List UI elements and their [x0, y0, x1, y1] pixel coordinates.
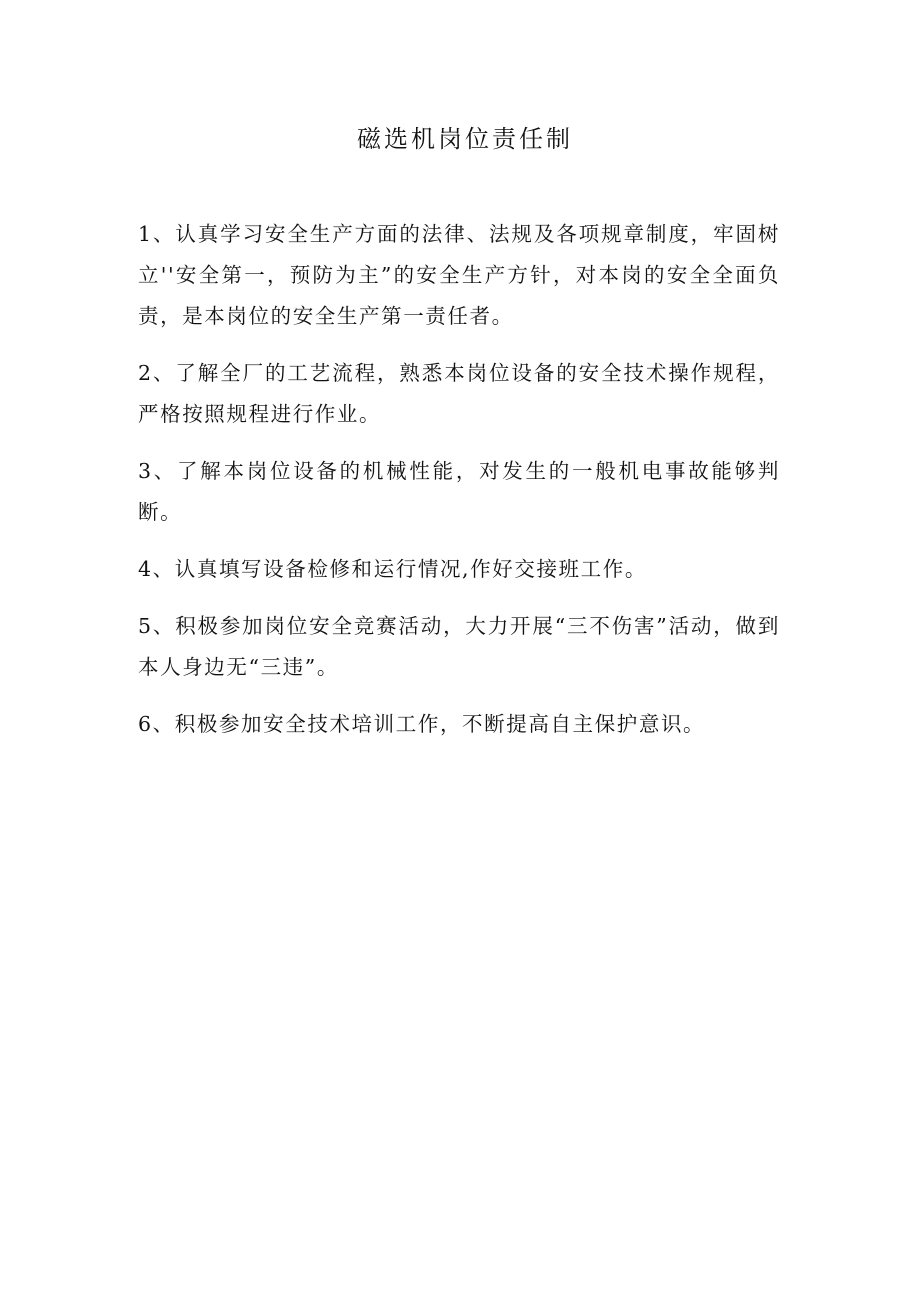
- document-body: [138, 214, 780, 761]
- paragraph-5: 5、积极参加岗位安全竞赛活动，大力开展“三不伤害”活动，做到本人身边无“三违”。: [138, 614, 780, 679]
- paragraph-1: 1、认真学习安全生产方面的法律、法规及各项规章制度，牢固树立''安全第一，预防为主”的安全生产方针，对本岗的安全全面负责，是本岗位的安全生产第一责任者。: [138, 222, 780, 328]
- paragraph-3: 3、了解本岗位设备的机械性能，对发生的一般机电事故能够判断。: [138, 459, 780, 524]
- paragraph-4: 4、认真填写设备检修和运行情况,作好交接班工作。: [138, 557, 647, 581]
- paragraph-6: 6、积极参加安全技术培训工作，不断提高自主保护意识。: [138, 712, 706, 736]
- document-title: 磁选机岗位责任制: [357, 125, 573, 153]
- paragraph-2: 2、了解全厂的工艺流程，熟悉本岗位设备的安全技术操作规程，严格按照规程进行作业。: [138, 361, 780, 426]
